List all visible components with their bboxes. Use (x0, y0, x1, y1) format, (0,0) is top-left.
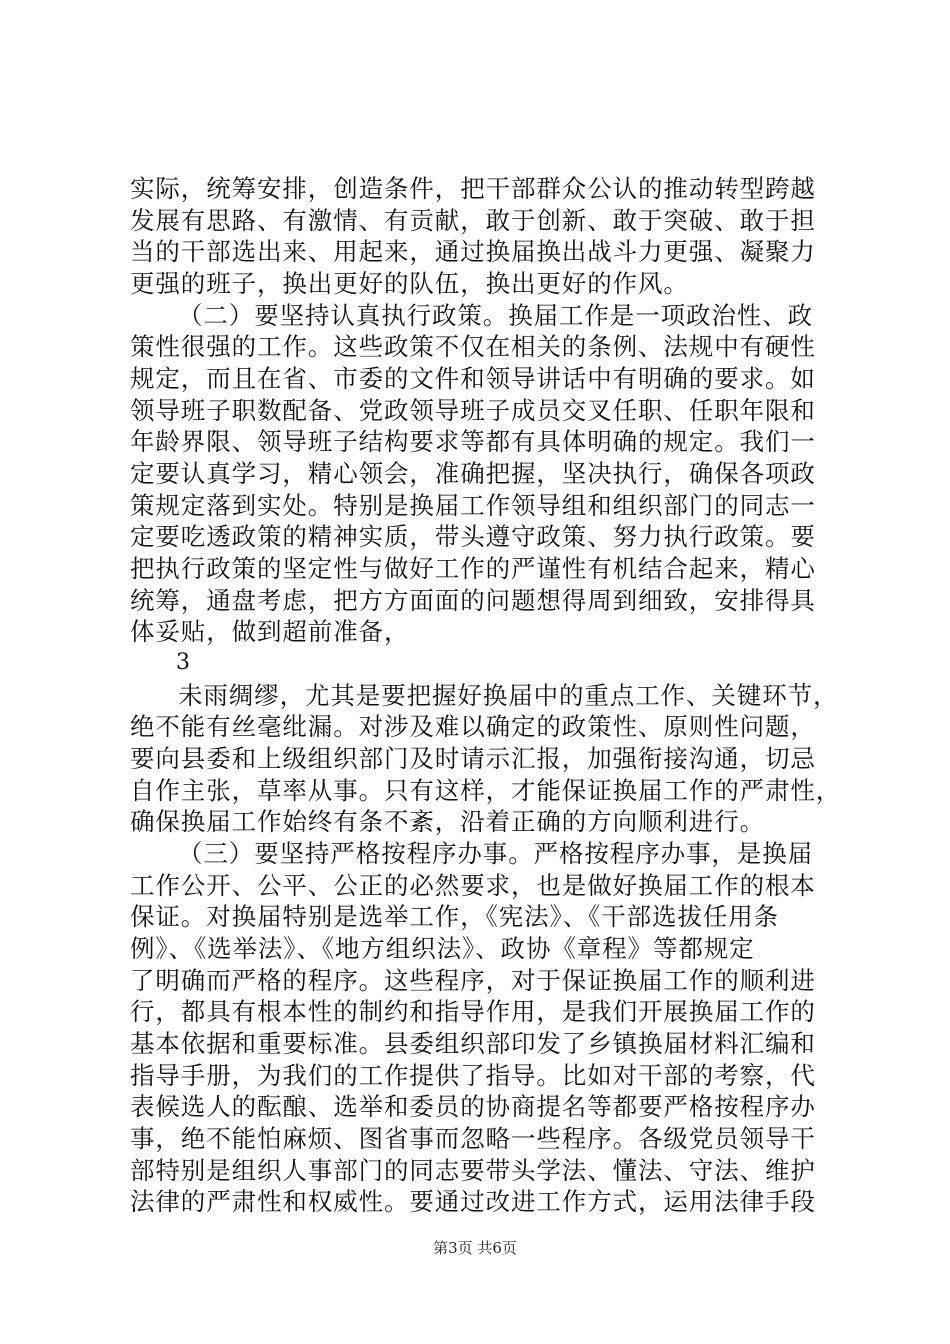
text-line: 工作公开、公平、公正的必然要求，也是做好换届工作的根本 (130, 870, 816, 900)
text-line: 事，绝不能怕麻烦、图省事而忽略一些程序。各级党员领导干 (130, 1124, 816, 1153)
text-line: 定要吃透政策的精神实质，带头遵守政策、努力执行政策。要 (130, 522, 816, 552)
text-line: 绝不能有丝毫纰漏。对涉及难以确定的政策性、原则性问题， (130, 712, 816, 742)
page-footer: 第3页 共6页 (433, 1239, 517, 1257)
text-line: 实际，统筹安排，创造条件，把干部群众公认的推动转型跨越 (130, 174, 816, 203)
text-line: 当的干部选出来、用起来，通过换届换出战斗力更强、凝聚力 (130, 237, 816, 267)
text-line: 发展有思路、有激情、有贡献，敢于创新、敢于突破、敢于担 (130, 205, 816, 235)
text-line: 统筹，通盘考虑，把方方面面的问题想得周到细致，安排得具 (130, 585, 816, 615)
text-line: 体妥贴，做到超前准备， (130, 617, 410, 647)
text-line: 自作主张，草率从事。只有这样，才能保证换届工作的严肃性， (130, 775, 842, 805)
text-line: 策规定落到实处。特别是换届工作领导组和组织部门的同志一 (130, 490, 816, 520)
paragraph-heading-line: （三）要坚持严格按程序办事。严格按程序办事，是换届 (178, 839, 813, 868)
text-line: 要向县委和上级组织部门及时请示汇报，加强衔接沟通，切忌 (130, 744, 816, 773)
text-line: 年龄界限、领导班子结构要求等都有具体明确的规定。我们一 (130, 427, 816, 457)
text-line: 规定，而且在省、市委的文件和领导讲话中有明确的要求。如 (130, 364, 816, 393)
text-line: 领导班子职数配备、党政领导班子成员交叉任职、任职年限和 (130, 395, 816, 425)
text-line: 表候选人的酝酿、选举和委员的协商提名等都要严格按程序办 (130, 1092, 816, 1122)
text-line: 部特别是组织人事部门的同志要带头学法、懂法、守法、维护 (130, 1155, 816, 1185)
text-line: 例》、《选举法》、《地方组织法》、政协《章程》等都规定 (130, 934, 755, 963)
text-line: 更强的班子，换出更好的队伍，换出更好的作风。 (130, 269, 689, 298)
paragraph-heading-line: （二）要坚持认真执行政策。换届工作是一项政治性、政 (178, 300, 813, 330)
text-line: 行，都具有根本性的制约和指导作用，是我们开展换届工作的 (130, 997, 816, 1027)
text-line: 未雨绸缪，尤其是要把握好换届中的重点工作、关键环节， (178, 680, 839, 710)
text-line: 确保换届工作始终有条不紊，沿着正确的方向顺利进行。 (130, 807, 765, 837)
text-line: 保证。对换届特别是选举工作，《宪法》、《干部选拔任用条 (130, 902, 780, 932)
text-line: 法律的严肃性和权威性。要通过改进工作方式，运用法律手段 (130, 1187, 816, 1217)
text-line: 把执行政策的坚定性与做好工作的严谨性有机结合起来，精心 (130, 554, 816, 583)
text-line: 策性很强的工作。这些政策不仅在相关的条例、法规中有硬性 (130, 332, 816, 362)
text-line: 基本依据和重要标准。县委组织部印发了乡镇换届材料汇编和 (130, 1029, 816, 1058)
text-line: 了明确而严格的程序。这些程序，对于保证换届工作的顺利进 (130, 965, 816, 995)
page-marker: 3 (176, 650, 190, 675)
text-line: 指导手册，为我们的工作提供了指导。比如对干部的考察，代 (130, 1060, 816, 1090)
text-line: 定要认真学习，精心领会，准确把握，坚决执行，确保各项政 (130, 459, 816, 488)
